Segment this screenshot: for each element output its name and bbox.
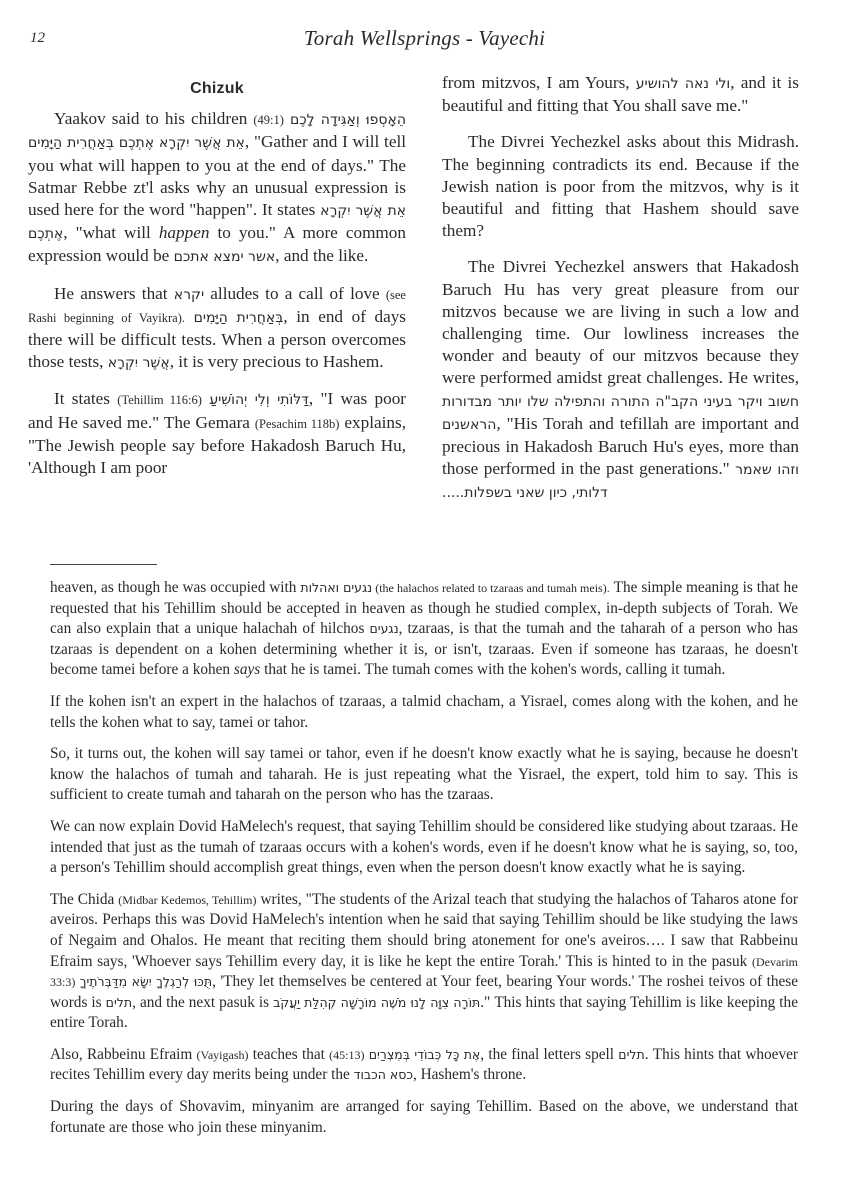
source-reference: (the halachos related to tzaraas and tumah meis). [372,581,610,595]
text: , tzaraas, is that the tumah and the taharah of a person who has tzaraas is dependent on a kohen determining whether it is, or isn't, tzaraas. Even if someone has tzaraas, he doesn't become tamei before a kohen [50,620,798,679]
source-reference: (Tehillim 116:6) [117,393,202,408]
hebrew-quote: אֶת כָּל כְּבוֹדִי בְּמִצְרַיִם [368,1046,481,1062]
source-reference: (49:1) [253,113,284,128]
source-reference: (Midbar Kedemos, Tehillim) [118,892,257,907]
text: , Hashem's throne. [412,1066,527,1084]
text: teaches that [248,1045,330,1063]
hebrew-quote: אֵת אֲשֶׁר יִקְרָא אֶתְכֶם [28,203,407,243]
hebrew-quote: אֲשֶׁר יִקְרָא [107,355,170,372]
paragraph [442,256,799,504]
section-title: Chizuk [190,80,244,97]
source-reference: (Devarim 33:3) [50,954,798,990]
page-number: 12 [30,30,45,46]
emphasis: happen [158,223,210,243]
emphasis: says [233,661,261,679]
text: The Divrei Yechezkel answers that Hakadosh Baruch Hu has very great pleasure from our mitzvos because we are living in such a low and challenging time. Our lowliness increases the wonder and beauty of our mitzvos because they were performed amidst great challenges. He writes, [442,257,799,388]
text: , in end of days there will be difficult tests. When a person overcomes those tests, [28,306,406,372]
hebrew-quote: תלים [105,994,133,1010]
footnote-paragraph: If the kohen isn't an expert in the halachos of tzaraas, a talmid chacham, a Yisrael, comes along with the kohen, and he tells the kohen what to say, tamei or tahor. [50,692,798,731]
source-reference: (Vayigash) [196,1047,249,1062]
hebrew-quote: יקרא [173,286,205,303]
footnote-divider [50,564,157,565]
text: . This hints that whoever recites Tehillim every day merits being under the [50,1045,799,1084]
text: , "what will [63,223,159,243]
footnotes [50,578,798,1149]
text: , "His Torah and tefillah are important and precious in Hakadosh Baruch Hu's eyes, more than those performed in the past generations." [442,413,799,479]
text: heaven, as though he was occupied with [50,579,301,596]
hebrew-quote: חשוב ויקר בעיני הקב"ה התורה והתפילה שלו יותר מבדורות הראשנים [442,393,799,433]
source-reference: (see Rashi beginning of Vayikra). [28,287,406,325]
paragraph [28,108,406,268]
footnote-paragraph [50,578,798,681]
text: , the final letters spell [480,1045,619,1063]
text: The simple meaning is that he requested that his Tehillim should be accepted in heaven as though he studied complex, in-depth subjects of Torah. We can also explain that a unique halachah of hilchos [50,579,798,638]
source-reference: (Pesachim 118b) [254,416,340,431]
text: alludes to a call of love [204,283,386,303]
hebrew-quote: תֻּכּוּ לְרַגְלֶךָ יִשָּׂא מִדַּבְּרֹתֶיךָ [79,974,213,990]
text: , "I was poor and He saved me." The Gemara [28,389,407,432]
text: , and the like. [275,246,369,266]
left-column [28,72,406,493]
text: ." This hints that saying Tehillim is like keeping the entire Torah. [50,993,798,1032]
paragraph [28,283,406,375]
hebrew-quote: וזהו שאמר דלותי, כיון שאני בשפלות..... [442,462,799,502]
text [185,307,194,326]
footnote-paragraph [50,1045,798,1086]
hebrew-quote: נגעים [369,621,399,637]
paragraph [28,388,406,479]
hebrew-quote: בְּאַחֲרִית הַיָּמִים [193,309,284,326]
hebrew-quote: תּוֹרָה צִוָּה לָנוּ מֹשֶׁה מוֹרָשָׁה קְהִלַּת יַעֲקֹב [273,994,481,1010]
text: , and it is beautiful and fitting that You shall save me." [442,73,799,116]
hebrew-quote: ולי נאה להושיע [635,76,731,92]
hebrew-quote: הֵאָסְפוּ וְאַגִּידָה לָכֶם אֵת אֲשֶׁר יִקְרָא אֶתְכֶם בְּאַחֲרִית הַיָּמִים [28,112,407,152]
text: , 'They let themselves be centered at Your feet, bearing Your words.' The roshei teivos of these words is [50,973,798,1011]
right-column [442,72,799,519]
hebrew-quote: אשר ימצא אתכם [173,249,276,266]
running-head-title: Torah Wellsprings - Vayechi [303,26,546,50]
footnote-paragraph [50,890,798,1034]
text: , "Gather and I will tell you what will happen to you at the end of days." The Satmar Rebbe zt'l asks why an unusual expression is used here for the word "happen". It states [28,132,406,220]
text: He answers that [54,283,174,303]
text: Yaakov said to his children [54,109,254,129]
text: from mitzvos, I am Yours, [442,73,636,92]
text: that he is tamei. The tumah comes with the kohen's words, calling it tumah. [260,661,726,679]
hebrew-quote: תלים [618,1046,645,1062]
hebrew-quote: נגעים ואהלות [300,580,373,595]
footnote-paragraph: During the days of Shovavim, minyanim are arranged for saying Tehillim. Based on the above, we understand that fortunate are those who join these minyanim. [50,1098,798,1136]
paragraph [442,72,799,117]
text: to you." A more common expression would be [28,223,406,266]
source-reference: (45:13) [329,1047,365,1062]
text: , it is very precious to Hashem. [169,352,384,372]
text: It states [54,389,118,409]
paragraph: The Divrei Yechezkel asks about this Midrash. The beginning contradicts its end. Because if the Jewish nation is poor from the mitzvos, why is it beautiful and fitting that Hashem should save them? [442,132,799,241]
hebrew-quote: כסא הכבוד [353,1067,413,1083]
footnote-paragraph: We can now explain Dovid HaMelech's request, that saying Tehillim should be considered like studying about tzaraas. He intended that just as the tumah of tzaraas occurs with a kohen's words, even if he doesn't know what he is saying, so, too, a person's Tehillim should accomplish great things, even when the person doesn't know exactly what he is saying. [50,817,798,877]
hebrew-quote: דַּלּוֹתִי וְלִי יְהוֹשִׁיעַ [209,392,309,409]
text: Also, Rabbeinu Efraim [50,1045,197,1063]
footnote-paragraph: So, it turns out, the kohen will say tamei or tahor, even if he doesn't know exactly what he is saying, because he doesn't know the halachos of tumah and taharah. He is just repeating what the Yisrael, the expert, told him to say. This is sufficient to create tumah and taharah on the person who has the tzaraas. [50,745,798,804]
text: writes, "The students of the Arizal teach that studying the halachos of Taharos atone for aveiros. Perhaps this was Dovid HaMelech's intention when he said that saying Tehillim should be like studying the laws of Negaim and Ohalos. He meant that reciting them should bring atonement for one's aveiros…. I saw that Rabbeinu Efraim says, 'Whoever says Tehillim every day, it is like he kept the entire Torah.' This is hinted to in the pasuk [50,890,798,970]
text: explains, "The Jewish people say before Hakadosh Baruch Hu, 'Although I am poor [28,412,406,478]
text: , and the next pasuk is [132,993,274,1011]
text: The Chida [50,890,119,908]
